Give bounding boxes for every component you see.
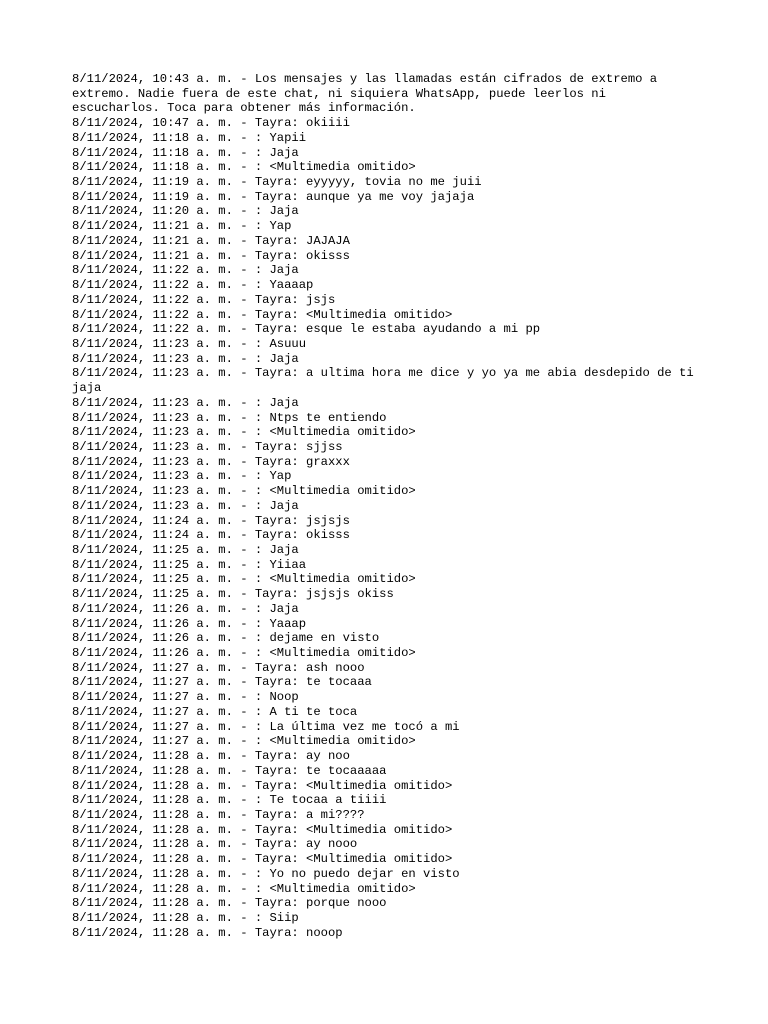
chat-line: 8/11/2024, 11:18 a. m. - : Jaja bbox=[72, 145, 299, 160]
chat-line: 8/11/2024, 11:26 a. m. - : Yaaap bbox=[72, 616, 307, 631]
chat-line: 8/11/2024, 11:24 a. m. - Tayra: okisss bbox=[72, 528, 350, 543]
chat-line: 8/11/2024, 11:26 a. m. - : Jaja bbox=[72, 601, 299, 616]
chat-line: 8/11/2024, 11:22 a. m. - : Jaja bbox=[72, 263, 299, 278]
chat-line: 8/11/2024, 10:43 a. m. - Los mensajes y las llamadas están cifrados de extremo a extremo. Nadie fuera de este chat, ni siquiera WhatsApp, puede leerlos ni escucharlos. Toca para obtener más información. bbox=[72, 72, 665, 116]
chat-line: 8/11/2024, 11:28 a. m. - Tayra: <Multimedia omitido> bbox=[72, 852, 453, 867]
chat-line: 8/11/2024, 11:21 a. m. - Tayra: okisss bbox=[72, 248, 350, 263]
chat-line: 8/11/2024, 11:21 a. m. - : Yap bbox=[72, 219, 292, 234]
chat-line: 8/11/2024, 11:23 a. m. - : Jaja bbox=[72, 498, 299, 513]
chat-line: 8/11/2024, 11:23 a. m. - : Ntps te entiendo bbox=[72, 410, 387, 425]
chat-line: 8/11/2024, 11:23 a. m. - : <Multimedia omitido> bbox=[72, 425, 416, 440]
chat-line: 8/11/2024, 11:28 a. m. - Tayra: ay noo bbox=[72, 749, 350, 764]
chat-line: 8/11/2024, 11:28 a. m. - Tayra: nooop bbox=[72, 925, 343, 940]
chat-line: 8/11/2024, 10:47 a. m. - Tayra: okiiii bbox=[72, 116, 350, 131]
chat-line: 8/11/2024, 11:22 a. m. - Tayra: <Multimedia omitido> bbox=[72, 307, 453, 322]
chat-line: 8/11/2024, 11:28 a. m. - : Siip bbox=[72, 910, 299, 925]
chat-line: 8/11/2024, 11:23 a. m. - : <Multimedia omitido> bbox=[72, 484, 416, 499]
chat-line: 8/11/2024, 11:27 a. m. - : A ti te toca bbox=[72, 704, 358, 719]
chat-line: 8/11/2024, 11:18 a. m. - : <Multimedia omitido> bbox=[72, 160, 416, 175]
chat-line: 8/11/2024, 11:19 a. m. - Tayra: aunque ya me voy jajaja bbox=[72, 189, 475, 204]
chat-line: 8/11/2024, 11:28 a. m. - Tayra: <Multimedia omitido> bbox=[72, 778, 453, 793]
chat-line: 8/11/2024, 11:23 a. m. - : Asuuu bbox=[72, 336, 307, 351]
chat-line: 8/11/2024, 11:25 a. m. - : Jaja bbox=[72, 543, 299, 557]
chat-line: 8/11/2024, 11:27 a. m. - : Noop bbox=[72, 690, 299, 705]
chat-line: 8/11/2024, 11:22 a. m. - Tayra: jsjs bbox=[72, 292, 336, 307]
chat-line: 8/11/2024, 11:21 a. m. - Tayra: JAJAJA bbox=[72, 233, 350, 248]
chat-line: 8/11/2024, 11:23 a. m. - : Jaja bbox=[72, 395, 299, 410]
chat-line: 8/11/2024, 11:28 a. m. - : Te tocaa a tiiii bbox=[72, 793, 387, 808]
chat-line: 8/11/2024, 11:22 a. m. - : Yaaaap bbox=[72, 278, 314, 293]
chat-transcript bbox=[72, 72, 701, 940]
chat-line: 8/11/2024, 11:26 a. m. - : dejame en visto bbox=[72, 631, 380, 646]
chat-line: 8/11/2024, 11:25 a. m. - : <Multimedia omitido> bbox=[72, 572, 416, 587]
chat-line: 8/11/2024, 11:19 a. m. - Tayra: eyyyyy, tovia no me juii bbox=[72, 175, 482, 190]
chat-line: 8/11/2024, 11:25 a. m. - : Yiiaa bbox=[72, 557, 307, 572]
chat-line: 8/11/2024, 11:27 a. m. - : <Multimedia omitido> bbox=[72, 734, 416, 749]
chat-line: 8/11/2024, 11:20 a. m. - : Jaja bbox=[72, 204, 299, 219]
chat-line: 8/11/2024, 11:28 a. m. - Tayra: a mi???? bbox=[72, 807, 365, 822]
chat-line: 8/11/2024, 11:23 a. m. - : Yap bbox=[72, 469, 292, 484]
chat-line: 8/11/2024, 11:28 a. m. - Tayra: ay nooo bbox=[72, 837, 358, 852]
chat-line: 8/11/2024, 11:27 a. m. - Tayra: te tocaaa bbox=[72, 675, 372, 690]
chat-line: 8/11/2024, 11:26 a. m. - : <Multimedia omitido> bbox=[72, 646, 416, 661]
chat-line: 8/11/2024, 11:27 a. m. - Tayra: ash nooo bbox=[72, 660, 365, 675]
chat-line: 8/11/2024, 11:25 a. m. - Tayra: jsjsjs okiss bbox=[72, 587, 394, 602]
chat-line: 8/11/2024, 11:23 a. m. - Tayra: a ultima hora me dice y yo ya me abia desdepido de ti jaja bbox=[72, 366, 701, 396]
chat-line: 8/11/2024, 11:28 a. m. - : Yo no puedo dejar en visto bbox=[72, 866, 460, 881]
chat-line: 8/11/2024, 11:23 a. m. - : Jaja bbox=[72, 351, 299, 366]
chat-line: 8/11/2024, 11:28 a. m. - Tayra: porque nooo bbox=[72, 896, 387, 911]
chat-line: 8/11/2024, 11:28 a. m. - : <Multimedia omitido> bbox=[72, 881, 416, 896]
chat-line: 8/11/2024, 11:28 a. m. - Tayra: <Multimedia omitido> bbox=[72, 822, 453, 837]
chat-line: 8/11/2024, 11:27 a. m. - : La última vez me tocó a mi bbox=[72, 719, 460, 734]
chat-line: 8/11/2024, 11:24 a. m. - Tayra: jsjsjs bbox=[72, 513, 350, 528]
chat-line: 8/11/2024, 11:28 a. m. - Tayra: te tocaaaaa bbox=[72, 763, 387, 778]
chat-line: 8/11/2024, 11:23 a. m. - Tayra: sjjss bbox=[72, 439, 343, 454]
chat-line: 8/11/2024, 11:22 a. m. - Tayra: esque le estaba ayudando a mi pp bbox=[72, 322, 541, 337]
chat-line: 8/11/2024, 11:23 a. m. - Tayra: graxxx bbox=[72, 454, 350, 469]
chat-line: 8/11/2024, 11:18 a. m. - : Yapii bbox=[72, 130, 307, 145]
